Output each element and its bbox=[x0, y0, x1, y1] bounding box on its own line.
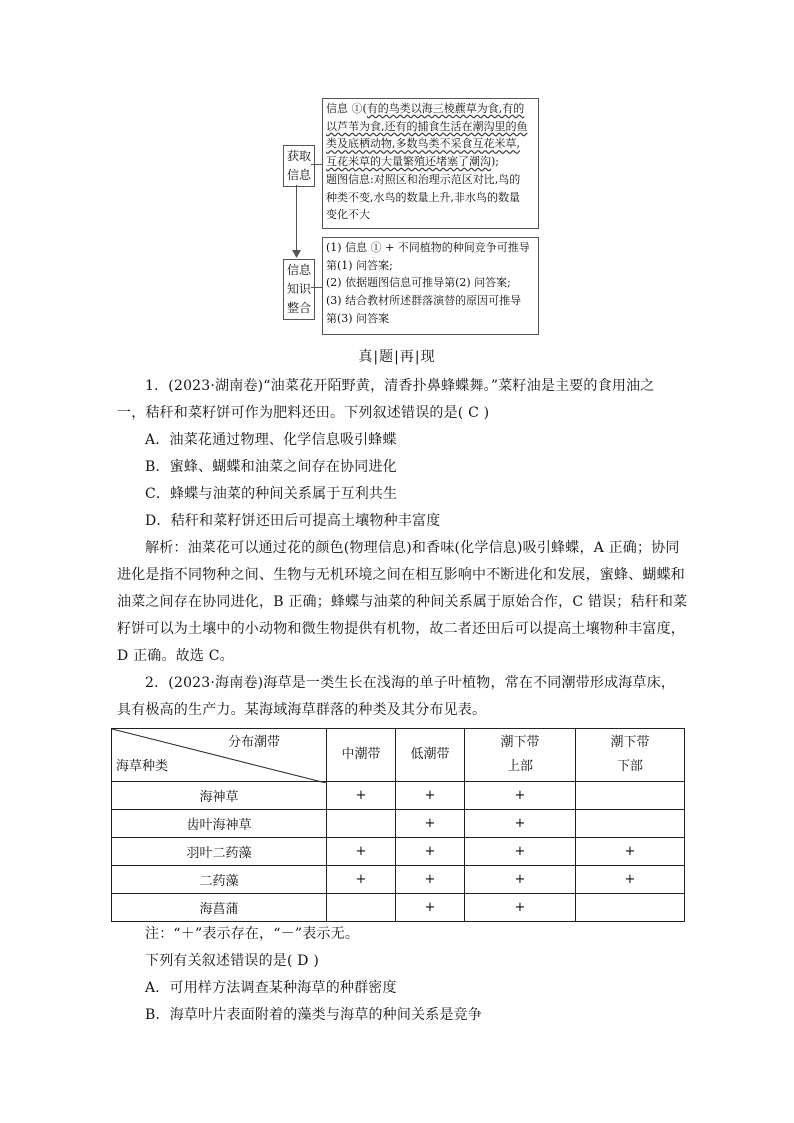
col-header: 低潮带 bbox=[396, 729, 465, 782]
table-cell: + bbox=[396, 810, 465, 838]
wavy-text: 以芦苇为食,还有的捕食生活在潮沟里的鱼 bbox=[326, 119, 528, 133]
integrate-knowledge-label: 信息 知识 整合 bbox=[283, 259, 315, 320]
table-row bbox=[112, 782, 685, 810]
table-cell bbox=[576, 894, 685, 922]
connector-line bbox=[296, 185, 297, 253]
table-cell: + bbox=[327, 838, 396, 866]
table-corner-cell: 分布潮带 海草种类 bbox=[112, 729, 327, 782]
table-row bbox=[112, 810, 685, 838]
analysis: 解析：油菜花可以通过花的颜色(物理信息)和香味(化学信息)吸引蜂蝶，A 正确；协同 bbox=[145, 540, 680, 556]
option-d: D．秸秆和菜籽饼还田后可提高土壤物种丰富度 bbox=[145, 513, 441, 529]
table-cell: + bbox=[465, 810, 576, 838]
table-cell: + bbox=[396, 838, 465, 866]
table-cell: + bbox=[576, 866, 685, 894]
table-cell bbox=[327, 894, 396, 922]
obtain-info-label: 获取 信息 bbox=[283, 145, 315, 187]
table-row bbox=[112, 838, 685, 866]
table-cell: + bbox=[396, 866, 465, 894]
option-b: B．海草叶片表面附着的藻类与海草的种间关系是竞争 bbox=[145, 1007, 483, 1023]
table-row bbox=[112, 866, 685, 894]
species-name: 羽叶二药藻 bbox=[112, 838, 327, 866]
option-a: A．可用样方法调查某种海草的种群密度 bbox=[145, 980, 397, 996]
question-2: 2．(2023·海南卷)海草是一类生长在浅海的单子叶植物，常在不同潮带形成海草床， 具有极高的生产力。某海域海草群落的种类及其分布见表。 bbox=[117, 675, 676, 718]
species-name: 齿叶海神草 bbox=[112, 810, 327, 838]
table-cell: + bbox=[576, 838, 685, 866]
option-b: B．蜜蜂、蝴蝶和油菜之间存在协同进化 bbox=[145, 459, 397, 475]
section-title: 真|题|再|现 bbox=[358, 349, 436, 365]
seaweed-distribution-table bbox=[111, 728, 685, 922]
col-header: 潮下带 下部 bbox=[576, 729, 685, 782]
wavy-text: 有的鸟类以海三棱藨草为食,有的 bbox=[366, 102, 525, 115]
table-header-row bbox=[112, 729, 685, 782]
question-2-continued: 注：“＋”表示存在，“－”表示无。 下列有关叙述错误的是( D ) A．可用样方法调查某种海草的种群密度 B．海草叶片表面附着的藻类与海草的种间关系是竞争 bbox=[117, 921, 677, 1029]
table-note: 注：“＋”表示存在，“－”表示无。 bbox=[145, 926, 360, 942]
option-c: C．蜂蝶与油菜的种间关系属于互利共生 bbox=[145, 486, 398, 502]
table-cell: + bbox=[327, 782, 396, 810]
col-header: 中潮带 bbox=[327, 729, 396, 782]
table-row bbox=[112, 894, 685, 922]
info-box-1: 信息 ①(有的鸟类以海三棱藨草为食,有的 以芦苇为食,还有的捕食生活在潮沟里的鱼 类及底栖动物,多数鸟类不采食互花米草, 互花米草的大量繁殖还堵塞了潮沟); 题图信息:对照区和治理示范区对比,鸟的 种类不变,水鸟的数量上升,非水鸟的数量 变化不大 bbox=[322, 98, 539, 229]
info-box-2: (1) 信息 ① + 不同植物的种间竞争可推导 第(1) 问答案; (2) 依据题图信息可推导第(2) 问答案; (3) 结合教材所述群落演替的原因可推导 第(3) 问答案 bbox=[322, 237, 539, 335]
col-header: 潮下带 上部 bbox=[465, 729, 576, 782]
table-cell: + bbox=[465, 866, 576, 894]
table-cell: + bbox=[465, 894, 576, 922]
table-cell: + bbox=[465, 838, 576, 866]
option-a: A．油菜花通过物理、化学信息吸引蜂蝶 bbox=[145, 432, 397, 448]
table-cell bbox=[576, 782, 685, 810]
table-cell: + bbox=[465, 782, 576, 810]
connector-line bbox=[311, 164, 322, 165]
table-cell: + bbox=[396, 894, 465, 922]
species-name: 海菖蒲 bbox=[112, 894, 327, 922]
connector-line bbox=[311, 287, 322, 288]
table-cell bbox=[576, 810, 685, 838]
table-cell bbox=[327, 810, 396, 838]
arrow-down-icon bbox=[292, 250, 301, 259]
species-name: 海神草 bbox=[112, 782, 327, 810]
wavy-text: 类及底栖动物,多数鸟类不采食互花米草, bbox=[326, 137, 520, 151]
species-name: 二药藻 bbox=[112, 866, 327, 894]
table-cell: + bbox=[396, 782, 465, 810]
wavy-text: 互花米草的大量繁殖还堵塞了潮沟 bbox=[326, 155, 491, 169]
question-1: 1．(2023·湖南卷)“油菜花开陌野黄，清香扑鼻蜂蝶舞。”菜籽油是主要的食用油之 一，秸秆和菜籽饼可作为肥料还田。下列叙述错误的是( C ) A．油菜花通过物理、化学信息吸引蜂蝶 B．蜜蜂、蝴蝶和油菜之间存在协同进化 C．蜂蝶与油菜的种间关系属于互利共生 D．秸秆和菜籽饼还田后可提高土壤物种丰富度 解析：油菜花可以通过花的颜色(物理信息)和香味(化学信息)吸引蜂蝶，A 正确；协同 进化是指不同物种之间、生物与无机环境之间在相互影响中不断进化和发展，蜜蜂、蝴蝶和 油菜之间存在协同进化，B 正确；蜂蝶与油菜的种间关系属于原始合作，C 错误；秸秆和菜 籽饼可以为土壤中的小动物和微生物提供有机物，故二者还田后可以提高土壤物种丰富度， D 正确。故选 C。 bbox=[117, 378, 688, 664]
table-cell: + bbox=[327, 866, 396, 894]
